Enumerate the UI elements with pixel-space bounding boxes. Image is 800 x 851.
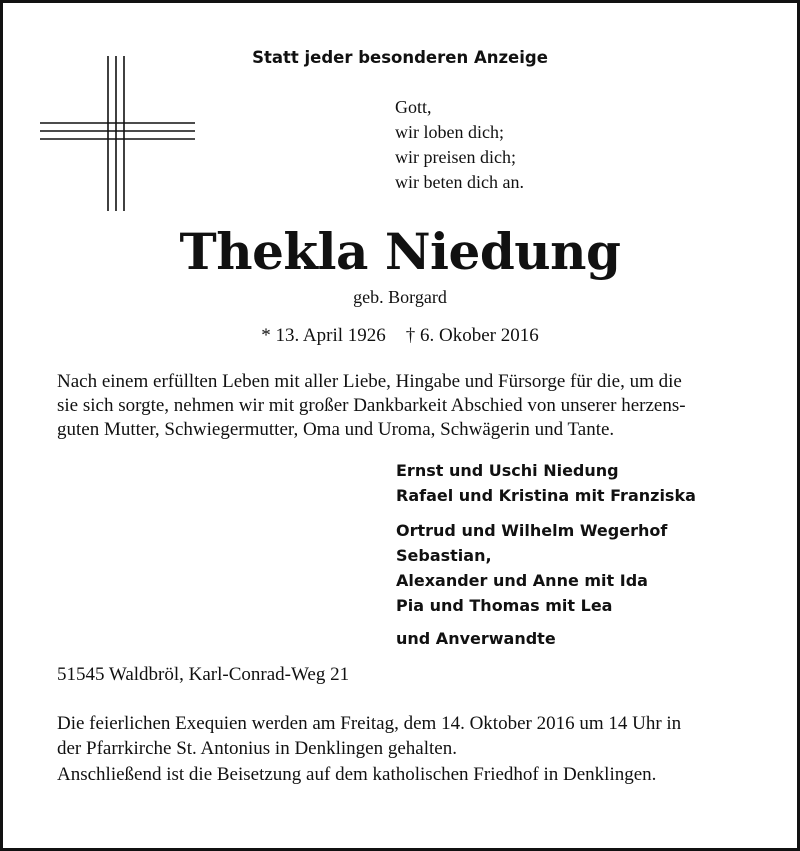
- maiden-name: geb. Borgard: [353, 287, 447, 307]
- burial-text: Anschließend ist die Beisetzung auf dem katholischen Friedhof in Denklingen.: [57, 764, 657, 785]
- text-line: der Pfarrkirche St. Antonius in Denklingen gehalten.: [57, 738, 457, 759]
- verse-line: wir preisen dich;: [395, 147, 516, 167]
- farewell-text: [57, 370, 686, 442]
- family-line: Pia und Thomas mit Lea: [396, 596, 613, 615]
- text-line: Nach einem erfüllten Leben mit aller Liebe, Hingabe und Fürsorge für die, um die: [57, 371, 682, 392]
- family-group-2: [396, 518, 667, 618]
- family-line: Sebastian,: [396, 546, 492, 565]
- address: 51545 Waldbröl, Karl-Conrad-Weg 21: [57, 664, 350, 685]
- text-line: sie sich sorgte, nehmen wir mit großer Dankbarkeit Abschied von unserer herzens-: [57, 395, 686, 416]
- verse-line: wir beten dich an.: [395, 172, 524, 192]
- family-line: Rafael und Kristina mit Franziska: [396, 486, 696, 505]
- verse: [395, 95, 524, 195]
- family-line: Ernst und Uschi Niedung: [396, 461, 619, 480]
- family-line: Ortrud und Wilhelm Wegerhof: [396, 521, 668, 540]
- notice-header: Statt jeder besonderen Anzeige: [252, 48, 548, 67]
- verse-line: wir loben dich;: [395, 122, 504, 142]
- death-date: † 6. Okober 2016: [405, 325, 539, 346]
- exequien-text: [57, 711, 681, 761]
- cross-icon: [40, 56, 195, 211]
- verse-line: Gott,: [395, 97, 432, 117]
- family-line: und Anverwandte: [396, 629, 556, 648]
- text-line: Die feierlichen Exequien werden am Freitag, dem 14. Oktober 2016 um 14 Uhr in: [57, 713, 682, 734]
- family-line: Alexander und Anne mit Ida: [396, 571, 648, 590]
- life-dates: [0, 325, 800, 347]
- birth-date: * 13. April 1926: [261, 325, 386, 346]
- deceased-name: Thekla Niedung: [179, 222, 621, 281]
- family-group-1: [396, 458, 696, 508]
- text-line: guten Mutter, Schwiegermutter, Oma und Uroma, Schwägerin und Tante.: [57, 419, 615, 440]
- relatives: [396, 626, 556, 651]
